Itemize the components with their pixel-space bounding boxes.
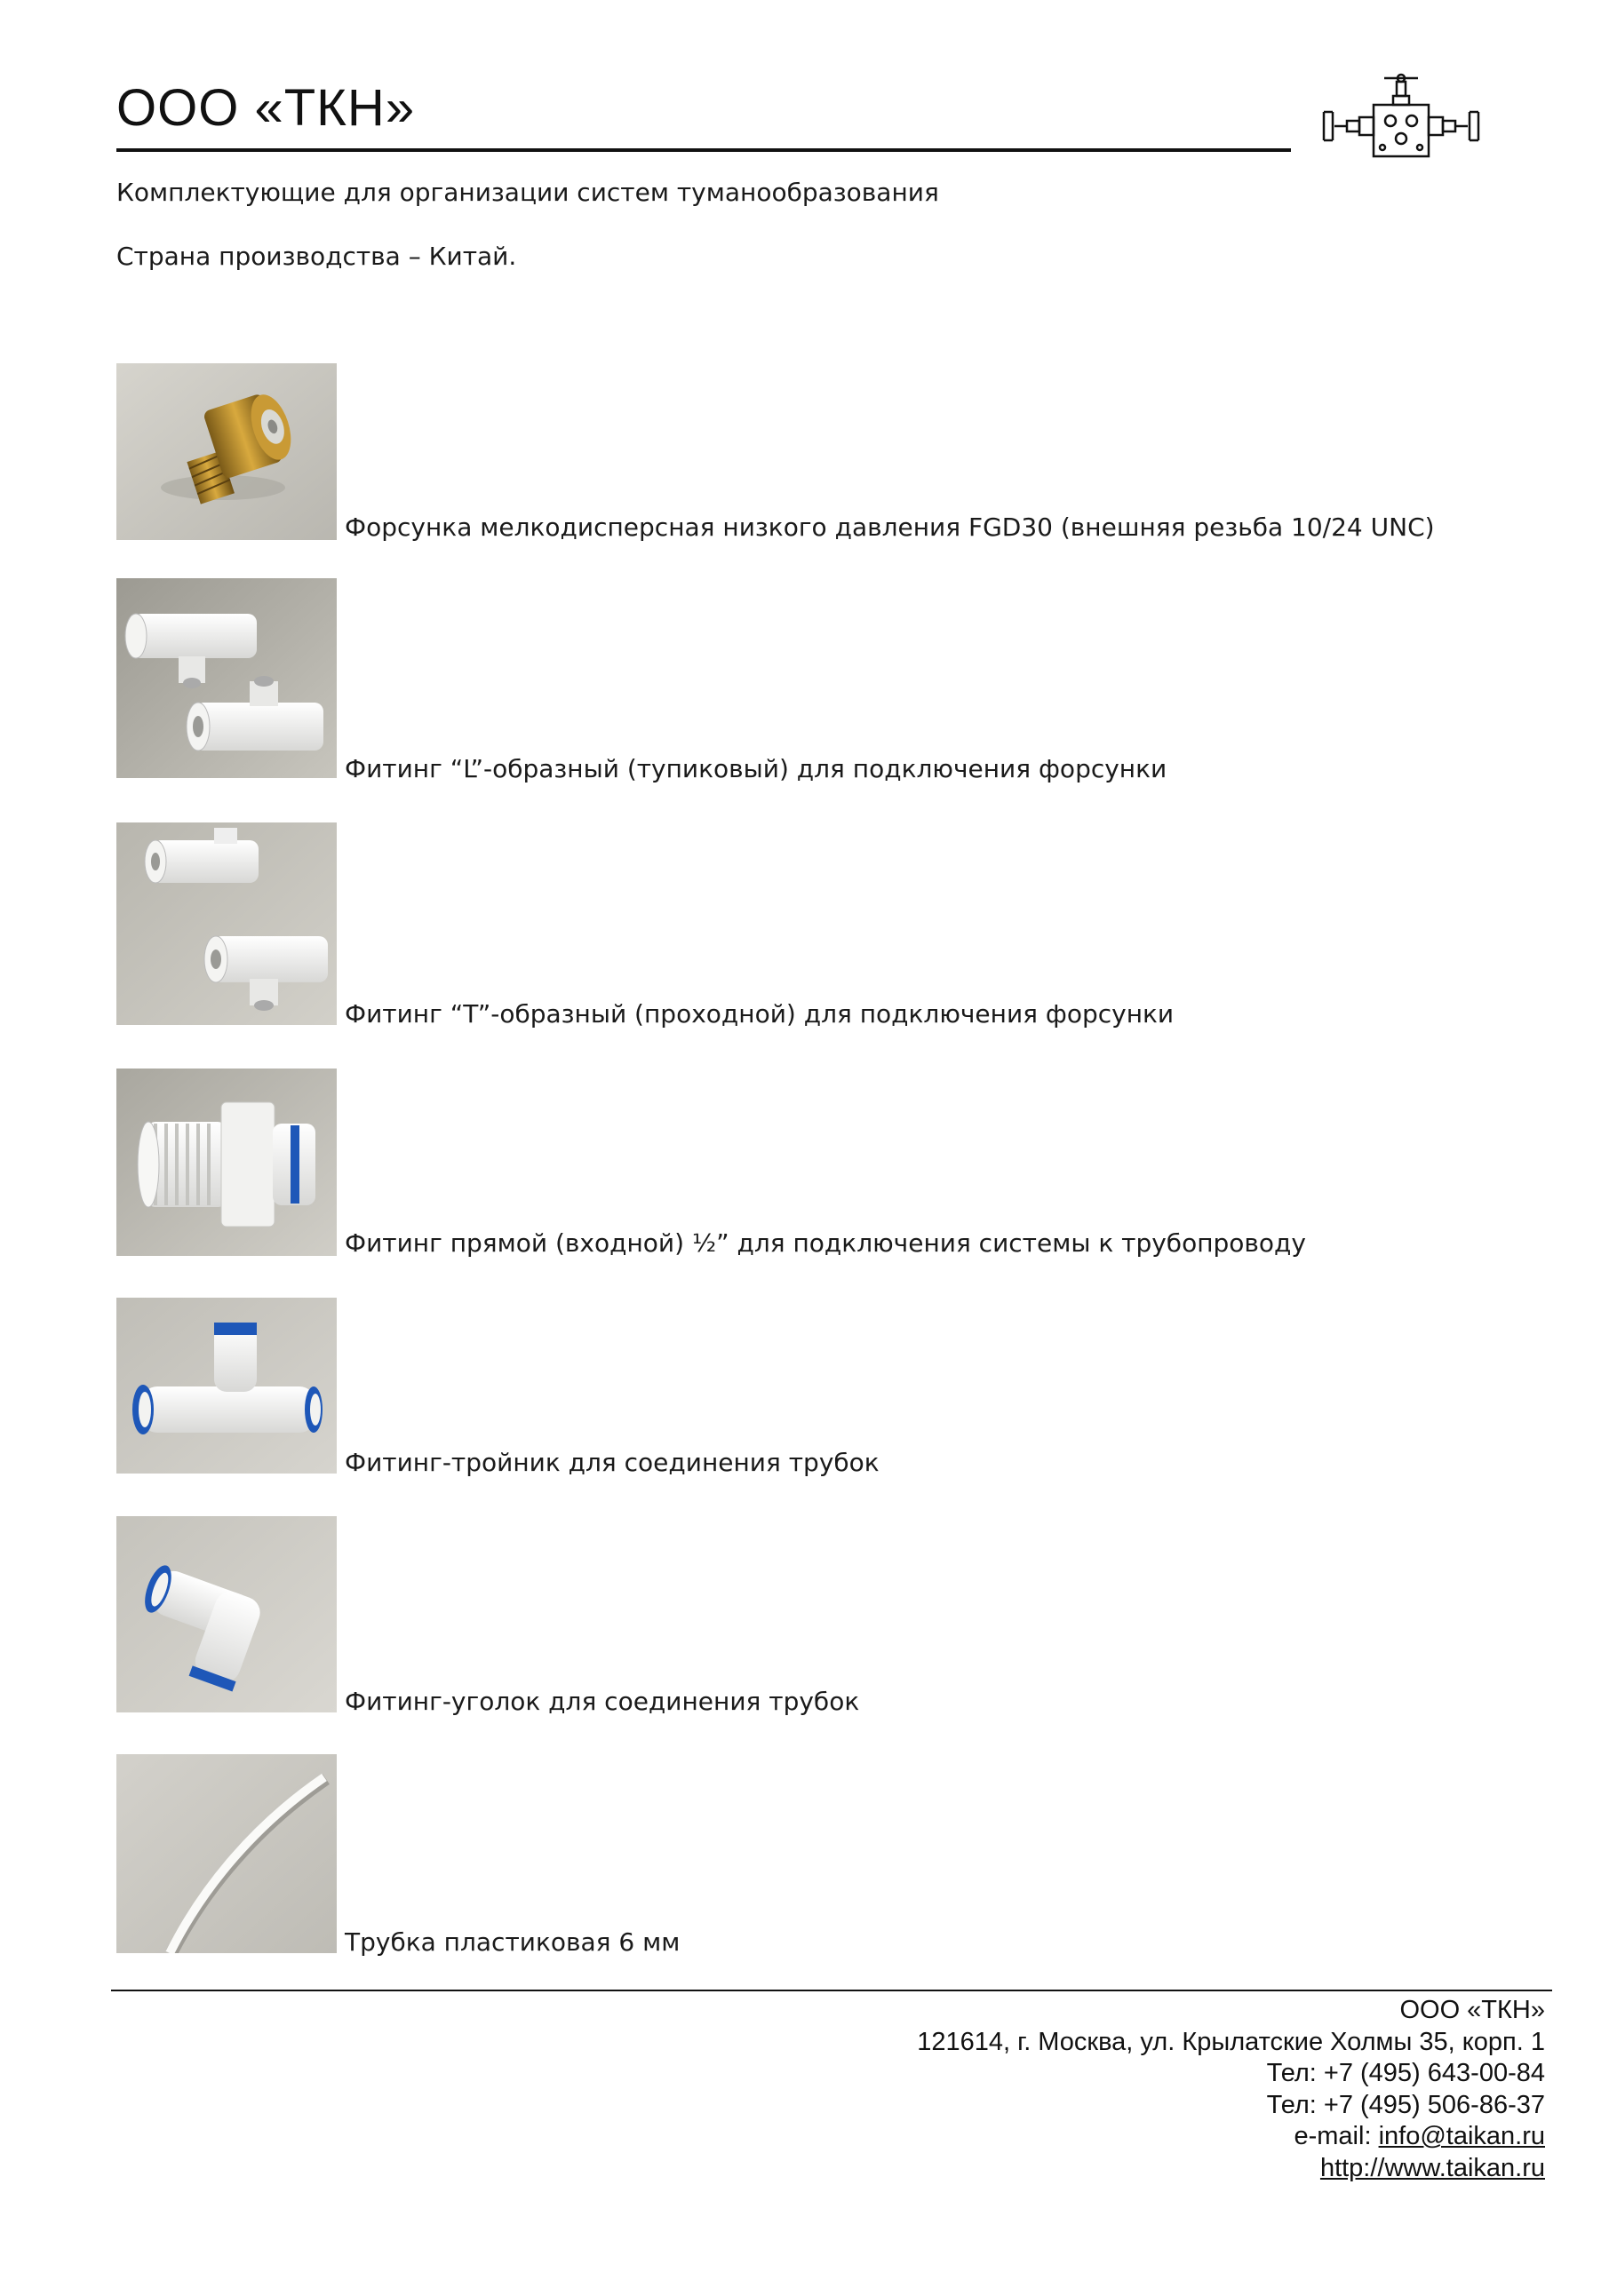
product-caption-nozzle: Форсунка мелкодисперсная низкого давления FGD30 (внешняя резьба 10/24 UNC) [345, 512, 1435, 542]
footer-divider [111, 1990, 1552, 1991]
footer-address: 121614, г. Москва, ул. Крылатские Холмы 35, корп. 1 [917, 2027, 1545, 2056]
origin-country: Страна производства – Китай. [116, 242, 517, 271]
subtitle: Комплектующие для организации систем туманообразования [116, 178, 939, 207]
footer-company: ООО «ТКН» [1399, 1996, 1545, 2024]
l-fitting-icon [116, 578, 337, 778]
valve-manifold-logo-icon [1320, 73, 1482, 165]
plastic-tube-icon [116, 1754, 337, 1953]
product-photo-plastic-tube [116, 1754, 337, 1953]
company-title: ООО «ТКН» [116, 79, 416, 137]
product-caption-elbow-connector: Фитинг-уголок для соединения трубок [345, 1687, 860, 1716]
product-photo-t-fitting [116, 822, 337, 1025]
t-fitting-icon [116, 822, 337, 1025]
footer-contacts [917, 1995, 1545, 2184]
straight-fitting-icon [116, 1069, 337, 1256]
product-caption-tee-connector: Фитинг-тройник для соединения трубок [345, 1448, 880, 1477]
product-caption-t-fitting: Фитинг “T”-образный (проходной) для подключения форсунки [345, 999, 1175, 1029]
product-photo-straight-fitting [116, 1069, 337, 1256]
footer-email-line [917, 2121, 1545, 2153]
product-caption-straight-fitting: Фитинг прямой (входной) ½” для подключения системы к трубопроводу [345, 1228, 1306, 1258]
product-photo-l-fitting [116, 578, 337, 778]
title-divider [116, 148, 1291, 152]
brass-nozzle-icon [116, 363, 337, 540]
tee-connector-icon [116, 1298, 337, 1474]
email-label: e-mail: [1294, 2122, 1379, 2150]
website-link[interactable]: http://www.taikan.ru [1319, 2153, 1545, 2182]
product-photo-nozzle [116, 363, 337, 540]
email-link[interactable]: info@taikan.ru [1378, 2122, 1545, 2150]
product-photo-tee-connector [116, 1298, 337, 1474]
footer-phone-1: Тел: +7 (495) 643-00-84 [1266, 2059, 1545, 2087]
elbow-connector-icon [116, 1516, 337, 1712]
footer-phone-2: Тел: +7 (495) 506-86-37 [1266, 2090, 1545, 2119]
product-photo-elbow-connector [116, 1516, 337, 1712]
product-caption-plastic-tube: Трубка пластиковая 6 мм [345, 1927, 681, 1957]
product-caption-l-fitting: Фитинг “L”-образный (тупиковый) для подключения форсунки [345, 754, 1167, 783]
